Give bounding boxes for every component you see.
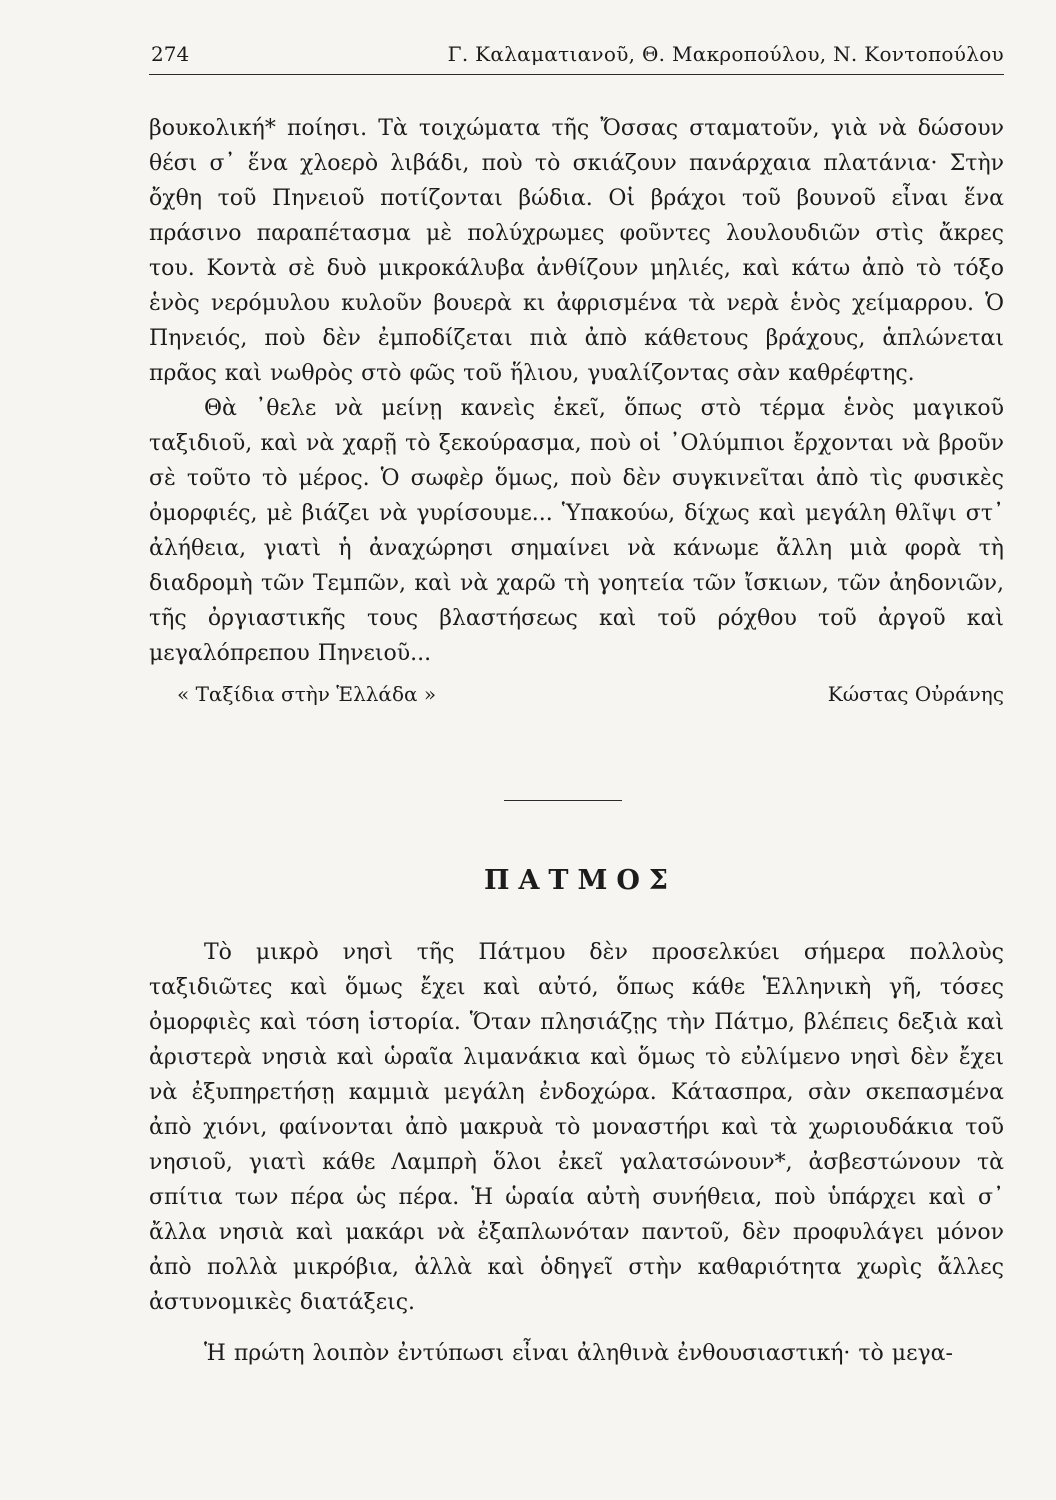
- temple-excerpt: [149, 111, 1004, 712]
- patmos-section: [149, 935, 1004, 1371]
- citation-author: Κώστας Οὐράνης: [827, 682, 1004, 706]
- running-header: [149, 40, 1004, 75]
- section-title: ΠΑΤΜΟΣ: [483, 865, 678, 896]
- book-page: [149, 0, 1004, 1500]
- running-title: Γ. Καλαματιανοῦ, Θ. Μακροπούλου, Ν. Κοντοπούλου: [447, 42, 1004, 66]
- paragraph: Ἡ πρώτη λοιπὸν ἐντύπωσι εἶναι ἀληθινὰ ἐνθουσιαστική· τὸ μεγα-: [204, 1341, 953, 1366]
- page-number: 274: [151, 42, 190, 66]
- citation-source: « Ταξίδια στὴν Ἑλλάδα »: [177, 682, 437, 706]
- citation: [149, 677, 1004, 712]
- paragraph: βουκολική* ποίησι. Τὰ τοιχώματα τῆς Ὄσσας σταματοῦν, γιὰ νὰ δώσουν θέσι σ᾽ ἕνα χλοερὸ λιβάδι, ποὺ τὸ σκιάζουν πανάρχαια πλατάνια· Στὴν ὄχθη τοῦ Πηνειοῦ ποτίζονται βώδια. Οἱ βράχοι τοῦ βουνοῦ εἶναι ἕνα πράσινο παραπέτασμα μὲ πολύχρωμες φοῦντες λουλουδιῶν στὶς ἄκρες του. Κοντὰ σὲ δυὸ μικροκάλυβα ἀνθίζουν μηλιές, καὶ κάτω ἀπὸ τὸ τόξο ἑνὸς νερόμυλου κυλοῦν βουερὰ κι ἀφρισμένα τὰ νερὰ ἑνὸς χείμαρρου. Ὁ Πηνειός, ποὺ δὲν ἐμποδίζεται πιὰ ἀπὸ κάθετους βράχους, ἁπλώνεται πρᾶος καὶ νωθρὸς στὸ φῶς τοῦ ἥλιου, γυαλίζοντας σὰν καθρέφτης.: [149, 116, 1004, 386]
- paragraph: Τὸ μικρὸ νησὶ τῆς Πάτμου δὲν προσελκύει σήμερα πολλοὺς ταξιδιῶτες καὶ ὅμως ἔχει καὶ αὐτό, ὅπως κάθε Ἑλληνικὴ γῆ, τόσες ὀμορφιὲς καὶ τόση ἱστορία. Ὅταν πλησιάζῃς τὴν Πάτμο, βλέπεις δεξιὰ καὶ ἀριστερὰ νησιὰ καὶ ὡραῖα λιμανάκια καὶ ὅμως τὸ εὐλίμενο νησὶ δὲν ἔχει νὰ ἐξυπηρετήσῃ καμμιὰ μεγάλη ἐνδοχώρα. Κάτασπρα, σὰν σκεπασμένα ἀπὸ χιόνι, φαίνονται ἀπὸ μακρυὰ τὸ μοναστήρι καὶ τὰ χωριουδάκια τοῦ νησιοῦ, γιατὶ κάθε Λαμπρὴ ὅλοι ἐκεῖ γαλατσώνουν*, ἀσβεστώνουν τὰ σπίτια των πέρα ὡς πέρα. Ἡ ὡραία αὐτὴ συνήθεια, ποὺ ὑπάρχει καὶ σ᾽ ἄλλα νησιὰ καὶ μακάρι νὰ ἐξαπλωνόταν παντοῦ, δὲν προφυλάγει μόνον ἀπὸ πολλὰ μικρόβια, ἀλλὰ καὶ ὁδηγεῖ στὴν καθαριότητα χωρὶς ἄλλες ἀστυνομικὲς διατάξεις.: [149, 940, 1004, 1315]
- section-divider: [504, 800, 622, 801]
- paragraph: Θὰ ᾽θελε νὰ μείνῃ κανεὶς ἐκεῖ, ὅπως στὸ τέρμα ἑνὸς μαγικοῦ ταξιδιοῦ, καὶ νὰ χαρῇ τὸ ξεκούρασμα, ποὺ οἱ ᾽Ολύμπιοι ἔρχονται νὰ βροῦν σὲ τοῦτο τὸ μέρος. Ὁ σωφὲρ ὅμως, ποὺ δὲν συγκινεῖται ἀπὸ τὶς φυσικὲς ὀμορφιές, μὲ βιάζει νὰ γυρίσουμε... Ὑπακούω, δίχως καὶ μεγάλη θλῖψι στ᾽ ἀλήθεια, γιατὶ ἡ ἀναχώρησι σημαίνει νὰ κάνωμε ἄλλη μιὰ φορὰ τὴ διαδρομὴ τῶν Τεμπῶν, καὶ νὰ χαρῶ τὴ γοητεία τῶν ἴσκιων, τῶν ἀηδονιῶν, τῆς ὀργιαστικῆς τους βλαστήσεως καὶ τοῦ ρόχθου τοῦ ἀργοῦ καὶ μεγαλόπρεπου Πηνειοῦ...: [149, 396, 1004, 666]
